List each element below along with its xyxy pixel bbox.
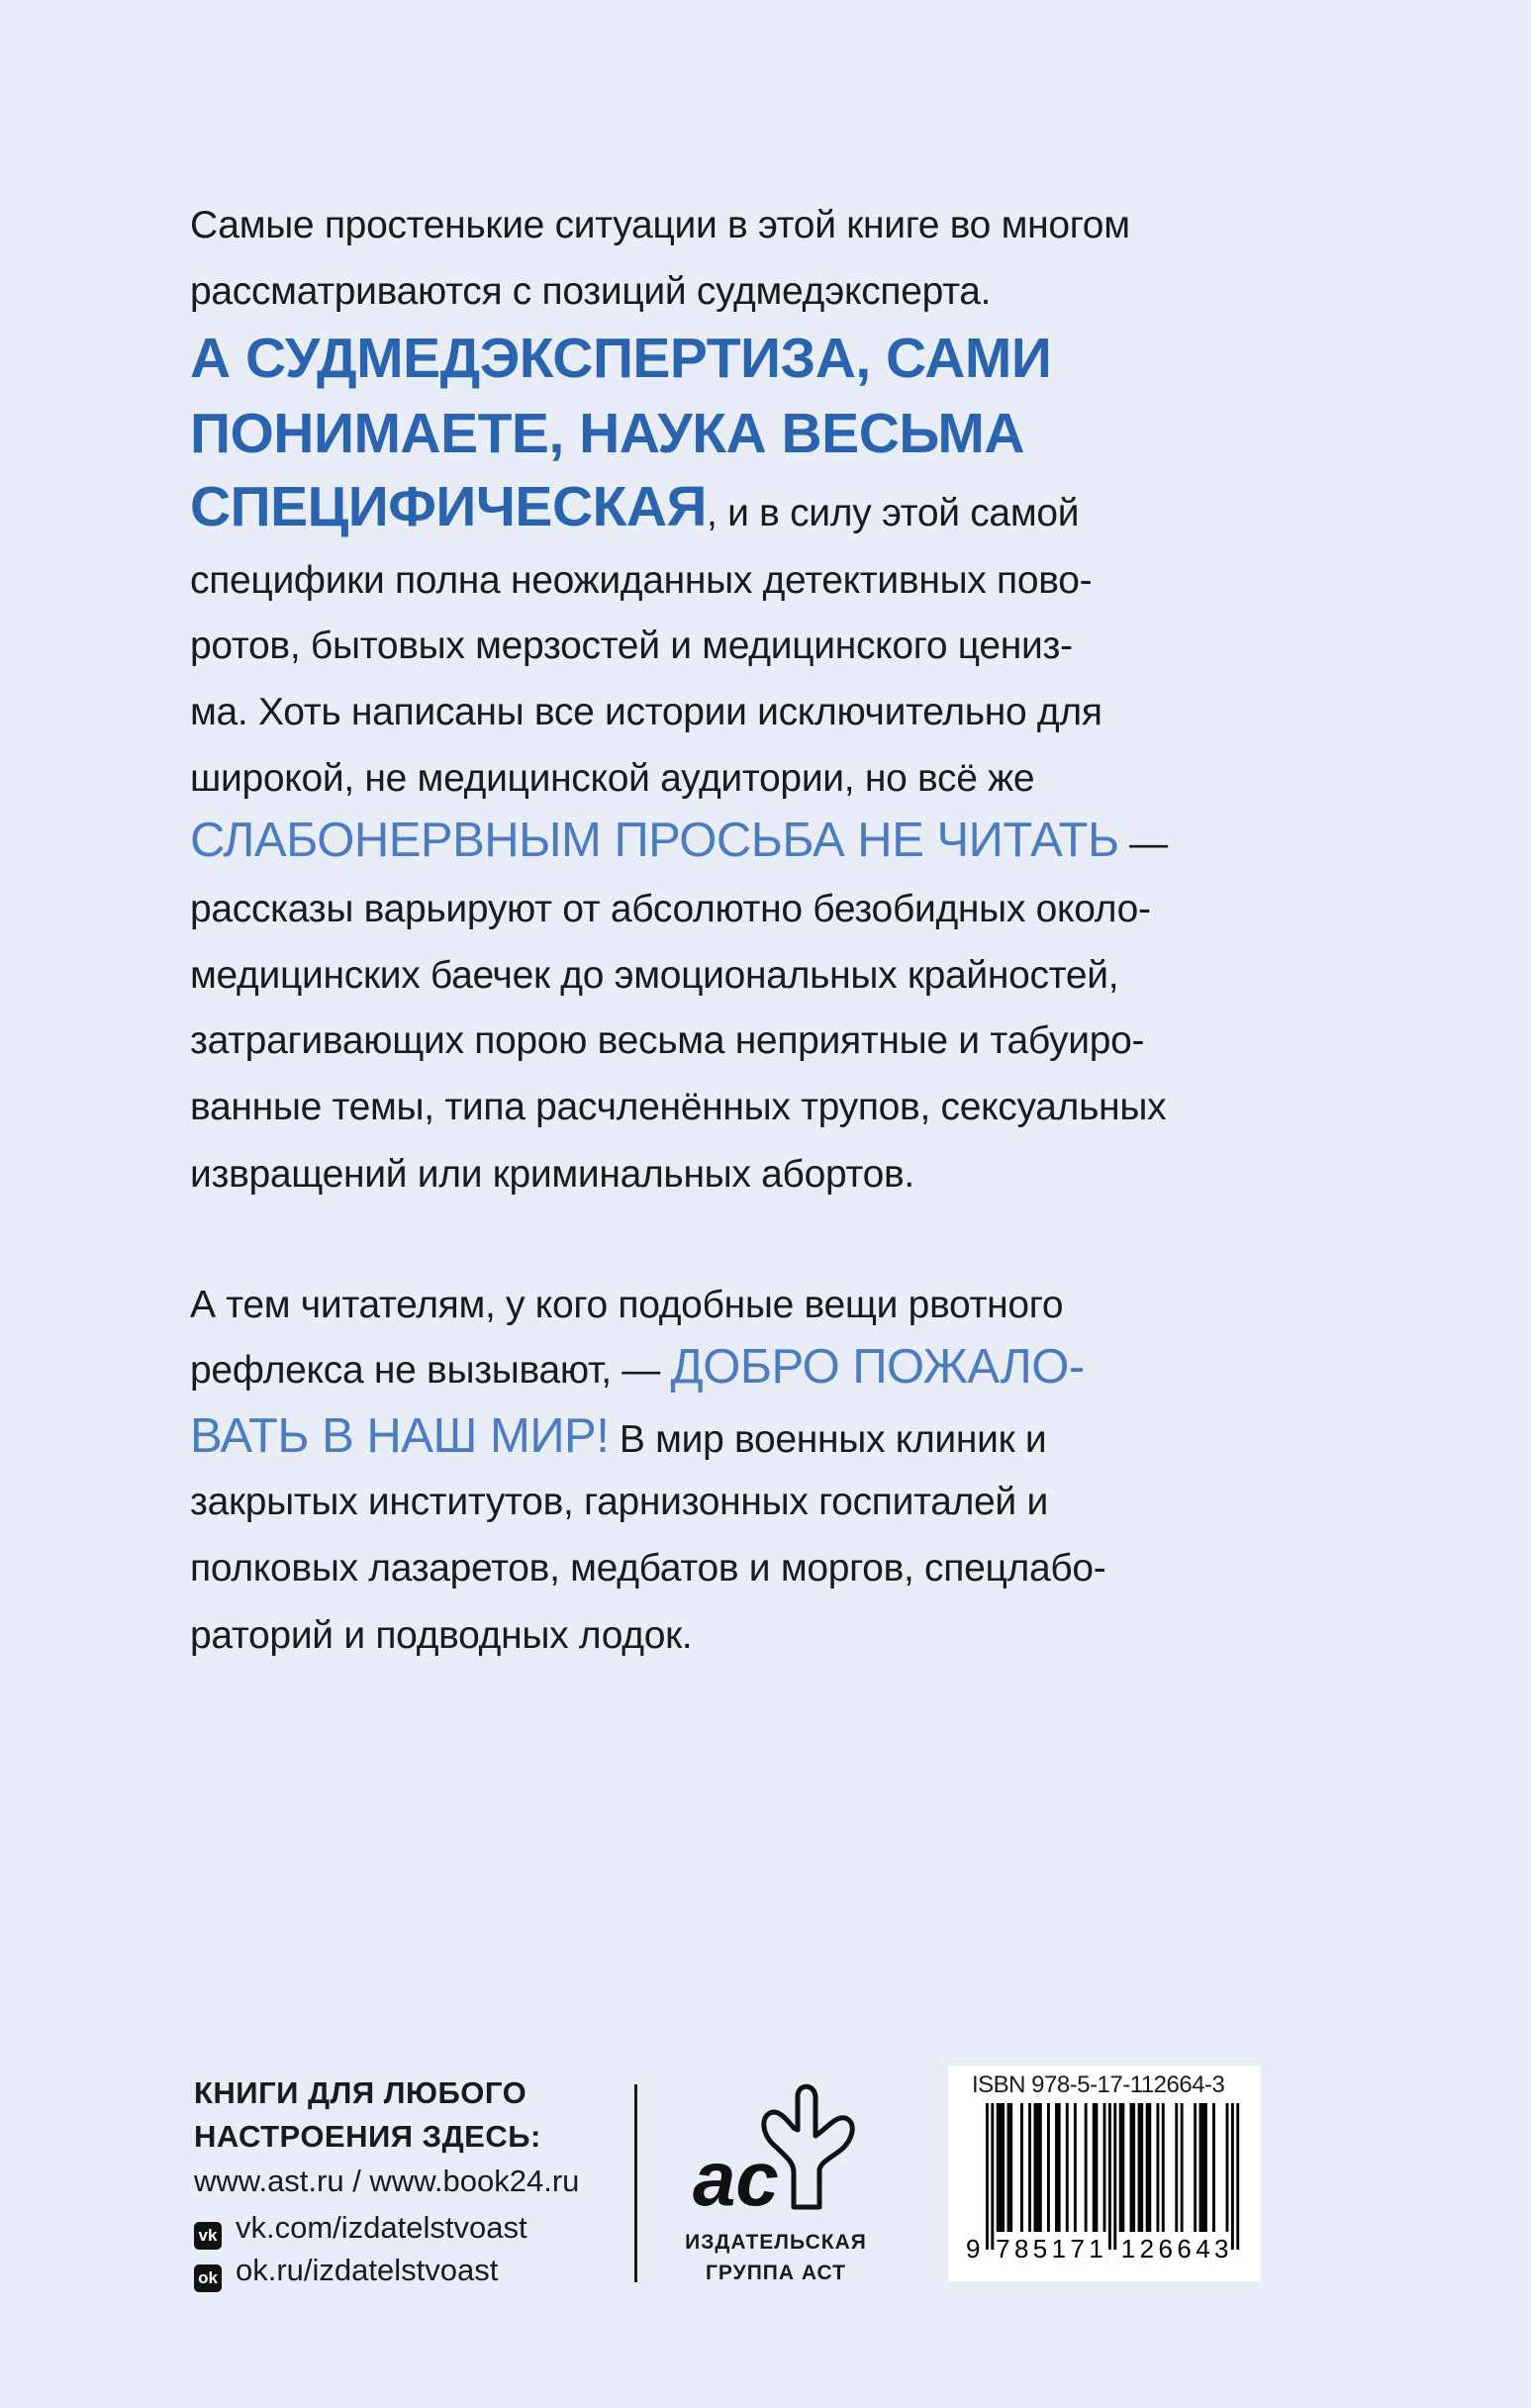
- highlight-text: ДОБРО ПОЖАЛО-: [670, 1340, 1085, 1394]
- barcode-bar: [1156, 2103, 1159, 2232]
- barcode-bar: [1130, 2103, 1133, 2232]
- barcode-digits: 6: [1158, 2234, 1173, 2262]
- barcode-bar: [1085, 2103, 1088, 2232]
- barcode-bar: [997, 2103, 1000, 2232]
- text-line: ма. Хоть написаны все истории исключительно для: [190, 691, 1102, 733]
- text: , и в силу этой самой: [707, 492, 1080, 534]
- highlight-line: ПОНИМАЕТЕ, НАУКА ВЕСЬМА: [190, 402, 1025, 465]
- text-line: рассказы варьируют от абсолютно безобидных около-: [190, 888, 1151, 930]
- text-line: А тем читателям, у кого подобные вещи рвотного: [190, 1284, 1064, 1326]
- highlight-text: СЛАБОНЕРВНЫМ ПРОСЬБА НЕ ЧИТАТЬ: [190, 814, 1119, 867]
- barcode-digits: 4: [1196, 2234, 1210, 2262]
- barcode-bar: [991, 2103, 994, 2250]
- text-line: закрытых институтов, гарнизонных госпиталей и: [190, 1481, 1048, 1523]
- text-line: медицинских баечек до эмоциональных крайностей,: [190, 954, 1119, 997]
- text-line: [190, 801, 1168, 880]
- barcode-bar: [986, 2103, 989, 2250]
- footer-heading: НАСТРОЕНИЯ ЗДЕСЬ:: [194, 2119, 541, 2154]
- barcode-bar: [1036, 2103, 1039, 2232]
- barcode-bar: [1103, 2103, 1106, 2232]
- text: рефлекса не вызывают, —: [190, 1349, 671, 1392]
- ok-link[interactable]: [194, 2253, 498, 2292]
- publisher-name: ИЗДАТЕЛЬСКАЯ: [685, 2231, 867, 2254]
- highlight-text: СПЕЦИФИЧЕСКАЯ: [190, 475, 708, 538]
- barcode-bar: [1181, 2103, 1184, 2232]
- logo-text: ас: [693, 2135, 779, 2217]
- barcode-bar: [1055, 2103, 1058, 2232]
- barcode-bar: [1194, 2103, 1196, 2232]
- barcode-bar: [1201, 2103, 1204, 2232]
- barcode-digits: 1: [1051, 2234, 1067, 2262]
- barcode-bar: [1119, 2103, 1122, 2232]
- ok-link-text: ok.ru/izdatelstvoast: [236, 2253, 499, 2287]
- barcode-digits: 7: [1070, 2234, 1086, 2262]
- barcode-bar: [1047, 2103, 1050, 2232]
- barcode-bar: [1093, 2103, 1096, 2232]
- footer-heading: КНИГИ ДЛЯ ЛЮБОГО: [194, 2075, 527, 2110]
- isbn-label: ISBN 978-5-17-112664-3: [972, 2071, 1225, 2098]
- text-line: затрагивающих порою весьма неприятные и табуиро-: [190, 1019, 1145, 1062]
- barcode-bar: [1034, 2103, 1037, 2232]
- barcode-bar: [1007, 2103, 1010, 2232]
- text-line: ротов, бытовых мерзостей и медицинского цениз-: [190, 625, 1073, 667]
- text: В мир военных клиник и: [609, 1418, 1047, 1461]
- barcode-bar: [1162, 2103, 1165, 2232]
- highlight-text: ВАТЬ В НАШ МИР!: [190, 1409, 610, 1463]
- barcode-digits: 1: [1120, 2234, 1136, 2262]
- vk-link-text: vk.com/izdatelstvoast: [236, 2210, 527, 2245]
- barcode-bar: [999, 2103, 1002, 2232]
- barcode-digits: 1: [1089, 2234, 1103, 2262]
- barcode-bars: [966, 2103, 1245, 2262]
- barcode-bar: [1066, 2103, 1069, 2232]
- publisher-name: ГРУППА АСТ: [706, 2262, 846, 2284]
- barcode-bar: [1002, 2103, 1005, 2232]
- text-line: [190, 1397, 1046, 1476]
- barcode-bar: [1204, 2103, 1207, 2232]
- isbn-barcode: [948, 2066, 1261, 2281]
- text-line: Самые простенькие ситуации в этой книге во многом: [190, 204, 1130, 246]
- divider: [634, 2084, 637, 2282]
- barcode-bar: [1199, 2103, 1202, 2232]
- barcode-bar: [1212, 2103, 1215, 2232]
- barcode-digits: 6: [1177, 2234, 1192, 2262]
- text-line: полковых лазаретов, медбатов и моргов, спецлабо-: [190, 1547, 1106, 1589]
- text-line: специфики полна неожиданных детективных пово-: [190, 559, 1093, 602]
- barcode-bar: [1132, 2103, 1135, 2232]
- barcode-bar: [1095, 2103, 1098, 2232]
- barcode-bar: [1175, 2103, 1178, 2232]
- barcode-bar: [1074, 2103, 1077, 2232]
- text: —: [1118, 822, 1168, 865]
- barcode-digits: 5: [1032, 2234, 1048, 2262]
- vk-link[interactable]: [194, 2210, 527, 2250]
- barcode-digits: 7: [996, 2234, 1010, 2262]
- barcode-bar: [1231, 2103, 1234, 2250]
- barcode-bar: [1039, 2103, 1042, 2232]
- text-line: извращений или криминальных абортов.: [190, 1153, 914, 1196]
- website-links[interactable]: www.ast.ru / www.book24.ru: [194, 2164, 580, 2198]
- barcode-bar: [1148, 2103, 1151, 2232]
- barcode-bar: [1113, 2103, 1116, 2250]
- text-line: широкой, не медицинской аудитории, но всё же: [190, 757, 1035, 800]
- odnoklassniki-icon: ok: [194, 2264, 222, 2292]
- barcode-bar: [1020, 2103, 1023, 2232]
- barcode-bar: [1009, 2103, 1012, 2232]
- barcode-bar: [1028, 2103, 1031, 2232]
- text-line: раторий и подводных лодок.: [190, 1614, 693, 1657]
- text-line: [190, 1327, 1085, 1406]
- barcode-bar: [1146, 2103, 1149, 2232]
- ast-logo-icon: [683, 2078, 881, 2217]
- barcode-digits: 9: [966, 2234, 981, 2262]
- text-line: [190, 467, 1079, 546]
- highlight-line: А СУДМЕДЭКСПЕРТИЗА, САМИ: [190, 327, 1052, 390]
- barcode-bar: [1058, 2103, 1061, 2232]
- vk-icon: vk: [194, 2222, 222, 2250]
- barcode-digits: 8: [1013, 2234, 1029, 2262]
- barcode-digits: 3: [1214, 2234, 1229, 2262]
- barcode-bar: [1226, 2103, 1229, 2232]
- barcode-bar: [1138, 2103, 1141, 2232]
- barcode-bar: [1121, 2103, 1124, 2232]
- barcode-bar: [1236, 2103, 1239, 2250]
- barcode-bar: [1108, 2103, 1111, 2250]
- text-line: ванные темы, типа расчленённых трупов, сексуальных: [190, 1086, 1167, 1128]
- barcode-bar: [1140, 2103, 1143, 2232]
- barcode-digits: 2: [1139, 2234, 1155, 2262]
- text-line: рассматриваются с позиций судмедэксперта.: [190, 270, 992, 313]
